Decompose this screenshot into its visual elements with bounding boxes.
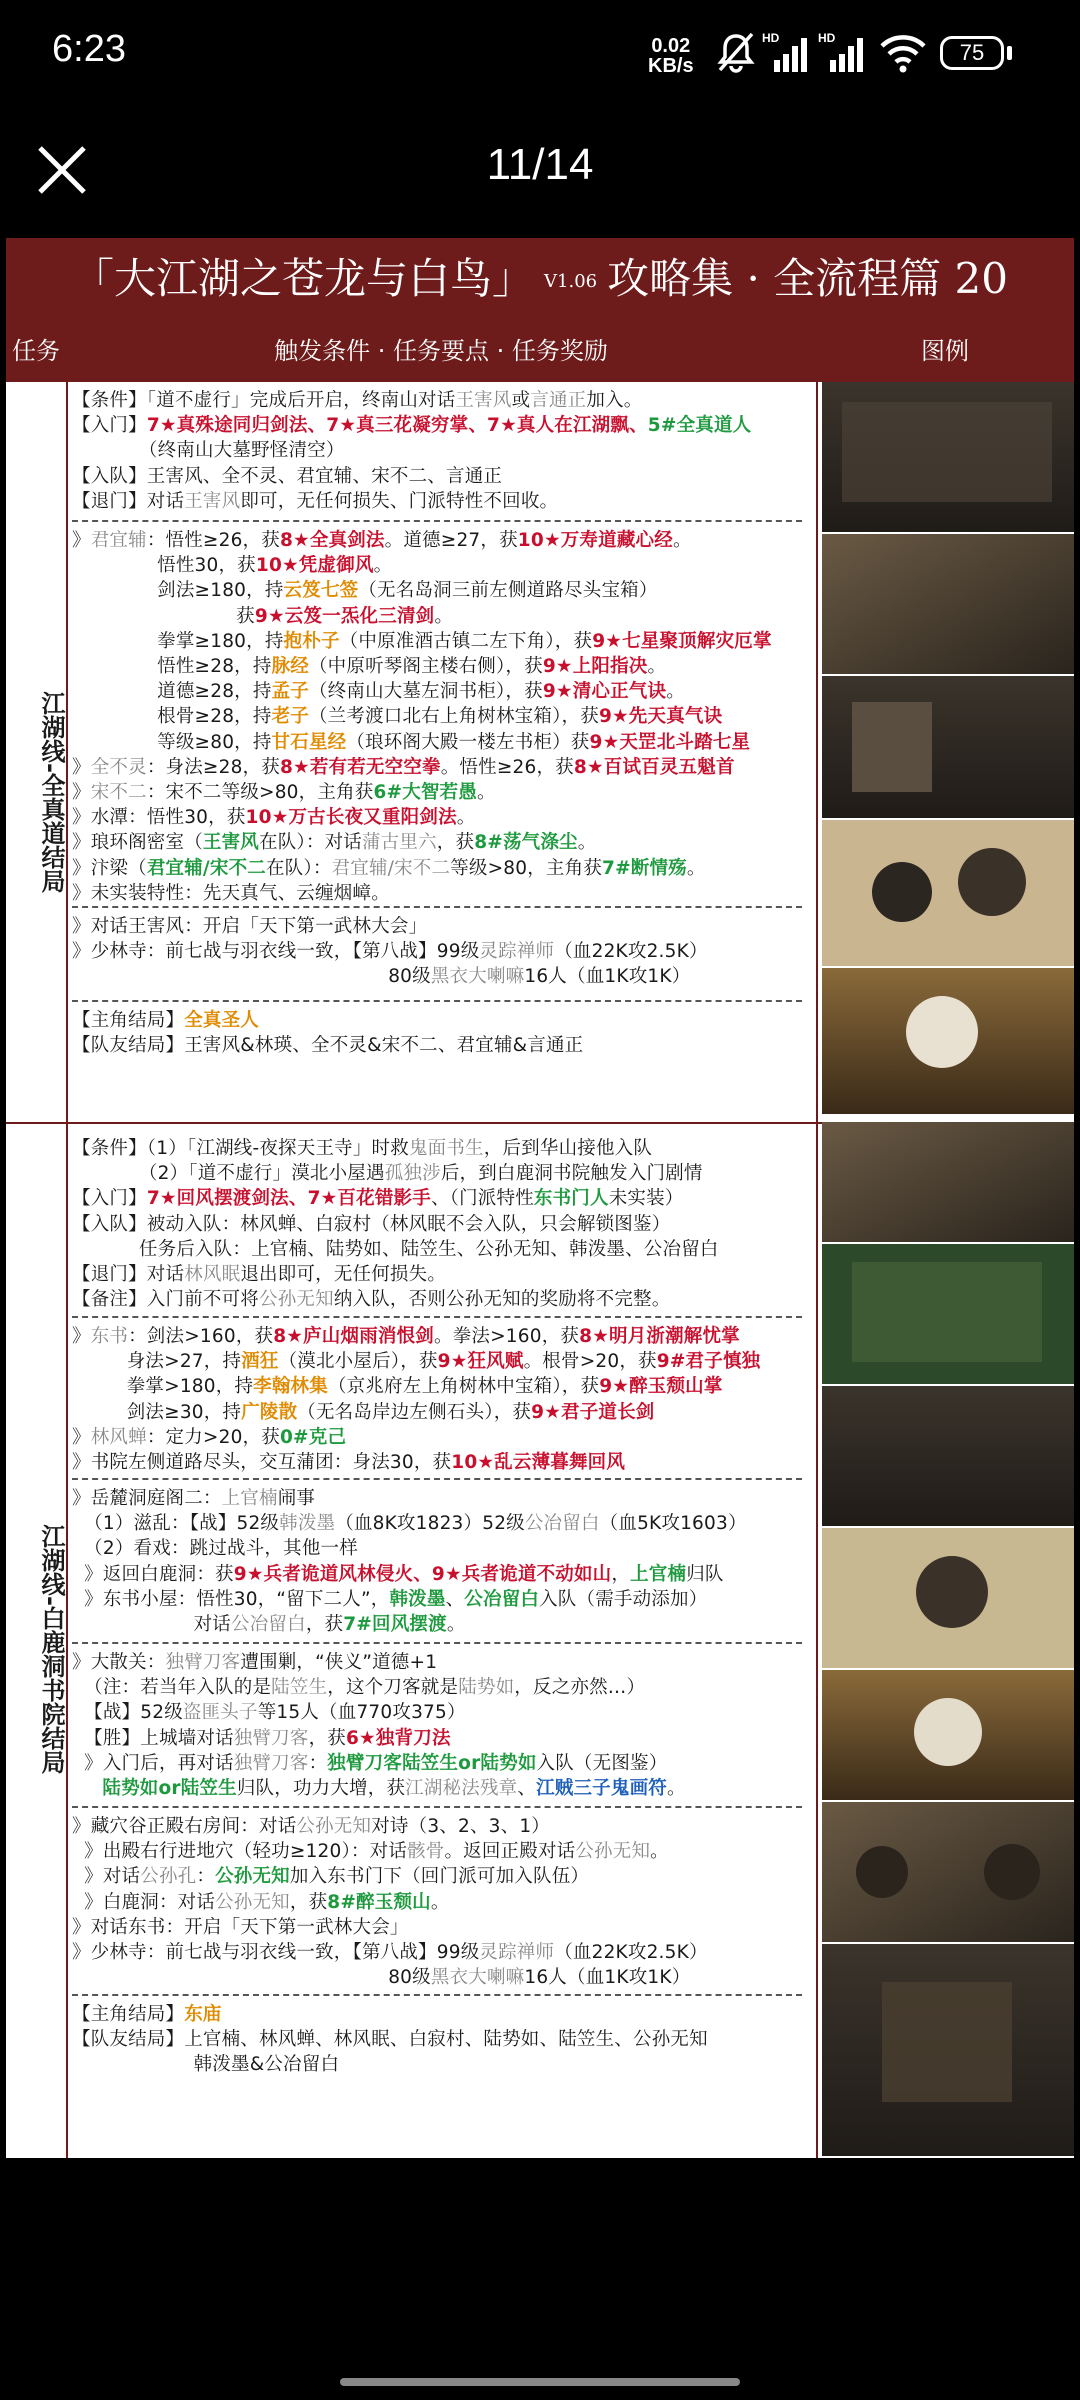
signal-2-icon <box>818 30 866 74</box>
task-label: 江湖线-白鹿洞书院结局 <box>37 1524 65 1774</box>
guide-line: 》藏穴谷正殿右房间：对话公孙无知对诗（3、2、3、1） <box>72 1816 551 1837</box>
guide-line: 【队友结局】上官楠、林风蝉、林风眠、白寂村、陆势如、陆笠生、公孙无知 <box>72 2029 708 2051</box>
header-image: 图例 <box>921 337 969 365</box>
guide-line: 【战】52级盗匪头子等15人（血770攻375） <box>72 1702 466 1724</box>
dashed-divider <box>72 1478 802 1480</box>
section2-yuelu <box>72 1486 747 1637</box>
svg-text:HD: HD <box>818 31 836 45</box>
mute-bell-icon <box>714 30 758 74</box>
guide-line: （2）看戏：跳过战斗，其他一样 <box>72 1538 358 1560</box>
screenshots-column <box>822 382 1074 2156</box>
battery-tip <box>1007 46 1012 60</box>
guide-line: 》少林寺：前七战与羽衣线一致，【第八战】99级灵踪禅师（血22K攻2.5K） <box>72 1942 708 1964</box>
page-indicator: 11/14 <box>486 140 594 189</box>
guide-line: 》水潭：悟性30，获10★万古长夜又重阳剑法。 <box>72 807 476 829</box>
header-task: 任务 <box>12 337 60 365</box>
guide-line: 》未实装特性：先天真气、云缠烟嶂。 <box>72 882 390 904</box>
section2-rewards <box>72 1324 760 1475</box>
viewer-top-bar <box>0 110 1080 230</box>
guide-line: 拳掌≥180，持抱朴子（中原准酒古镇二左下角），获9★七星聚顶解灾厄掌 <box>72 630 772 652</box>
header-conditions: 触发条件 · 任务要点 · 任务奖励 <box>274 337 608 365</box>
guide-line: 80级黑衣大喇嘛16人（血1K攻1K） <box>72 1967 691 1989</box>
guide-line: 》林风蝉：定力>20，获0#克己 <box>72 1426 347 1448</box>
dashed-divider <box>72 1994 802 1996</box>
guide-line: 对话公冶留白，获7#回风摆渡。 <box>72 1614 466 1636</box>
guide-line: 【主角结局】全真圣人 <box>72 1010 260 1031</box>
status-bar <box>0 0 1080 110</box>
guide-line: 悟性≥28，持脉经（中原听琴阁主楼右侧），获9★上阳指决。 <box>72 656 667 678</box>
guide-line: 陆势如or陆笠生归队，功力大增，获江湖秘法残章、江贼三子鬼画符。 <box>102 1778 686 1800</box>
guide-line: 【入门】7★回风摆渡剑法、7★百花错影手、（门派特性东书门人未实装） <box>72 1188 684 1210</box>
guide-line: 【队友结局】王害风&林瑛、全不灵&宋不二、君宜辅&言通正 <box>72 1035 584 1057</box>
title-sub: 攻略集 · 全流程篇 20 <box>607 254 1008 303</box>
guide-line: 根骨≥28，持老子（兰考渡口北右上角树林宝箱），获9★先天真气诀 <box>72 706 723 728</box>
guide-line: （2）「道不虚行」漠北小屋遇孤独涉后，到白鹿洞书院触发入门剧情 <box>72 1163 703 1185</box>
guide-line: 任务后入队：上官楠、陆势如、陆笠生、公孙无知、韩泼墨、公冶留白 <box>72 1238 719 1260</box>
title-main: 「大江湖之苍龙与白鸟」 <box>72 254 535 303</box>
guide-line: 剑法≥30，持广陵散（无名岛岸边左侧石头），获9★君子道长剑 <box>72 1401 655 1423</box>
guide-line: 【入门】7★真殊途同归剑法、7★真三花凝穷掌、7★真人在江湖飘、5#全真道人 <box>72 415 752 437</box>
guide-line: 【入队】王害风、全不灵、君宜辅、宋不二、言通正 <box>72 465 503 487</box>
guide-line: 》岳麓洞庭阁二：上官楠闹事 <box>72 1488 316 1509</box>
guide-line: 等级≥80，持甘石星经（琅环阁大殿一楼左书柜）获9★天罡北斗踏七星 <box>72 731 751 753</box>
dashed-divider <box>72 906 802 908</box>
guide-image[interactable] <box>6 238 1074 2158</box>
guide-line: 》对话东书：开启「天下第一武林大会」 <box>72 1916 409 1938</box>
guide-line: 80级黑衣大喇嘛16人（血1K攻1K） <box>72 966 691 988</box>
guide-line: 获9★云笈一炁化三清剑。 <box>72 605 454 627</box>
section1-rewards <box>72 528 772 906</box>
guide-line: 道德≥28，持孟子（终南山大墓左洞书柜），获9★清心正气诀。 <box>72 681 685 703</box>
guide-line: 》宋不二：宋不二等级>80，主角获6#大智若愚。 <box>72 782 496 804</box>
guide-line: （注：若当年入队的是陆笠生，这个刀客就是陆势如，反之亦然…） <box>72 1677 646 1699</box>
task-label: 江湖线-全真道结局 <box>37 691 65 893</box>
guide-line: （1）滋乱：【战】52级韩泼墨（血8K攻1823）52级公冶留白（血5K攻1603） <box>72 1513 747 1535</box>
guide-line: 》书院左侧道路尽头，交互蒲团：身法30，获10★乱云薄暮舞回风 <box>72 1452 626 1474</box>
section2-conditions <box>72 1136 719 1312</box>
title-version: V1.06 <box>544 271 598 292</box>
section2-dasanguan <box>72 1650 686 1801</box>
clock: 6:23 <box>52 28 126 70</box>
guide-line: 剑法≥180，持云笈七签（无名岛洞三前左侧道路尽头宝箱） <box>72 580 658 602</box>
guide-line: 》君宜辅：悟性≥26，获8★全真剑法。道德≥27，获10★万寿道藏心经。 <box>72 530 692 551</box>
guide-line: 》返回白鹿洞：获9★兵者诡道风林侵火、9★兵者诡道不动如山，上官楠归队 <box>72 1563 724 1585</box>
guide-line: 【主角结局】东庙 <box>72 2004 222 2025</box>
section2-cangxue <box>72 1814 708 1990</box>
guide-title <box>6 238 1074 320</box>
guide-line: 【胜】上城墙对话独臂刀客，获6★独背刀法 <box>72 1727 451 1749</box>
guide-line: 身法>27，持酒狂（漠北小屋后），获9★狂风赋。根骨>20，获9#君子慎独 <box>72 1351 761 1373</box>
game-screenshots <box>822 382 1074 2156</box>
wifi-icon <box>878 30 928 74</box>
signal-1-icon <box>762 30 810 74</box>
guide-line: 》对话公孙孔：公孙无知加入东书门下（回门派可加入队伍） <box>72 1866 590 1888</box>
dashed-divider <box>72 1806 802 1808</box>
guide-line: （终南山大墓野怪清空） <box>72 440 345 462</box>
table-header <box>6 320 1074 382</box>
guide-line: 悟性30，获10★凭虚御风。 <box>72 555 393 577</box>
guide-line: 》东书：剑法>160，获8★庐山烟雨消恨剑。拳法>160，获8★明月浙潮解忧掌 <box>72 1326 740 1347</box>
guide-line: 【退门】对话王害风即可，无任何损失、门派特性不回收。 <box>72 490 559 512</box>
section1-ending <box>72 1008 583 1058</box>
guide-line: 》对话王害风：开启「天下第一武林大会」 <box>72 916 428 937</box>
guide-line: 【退门】对话林风眠退出即可，无任何损失。 <box>72 1264 447 1286</box>
guide-line: 》入门后，再对话独臂刀客：独臂刀客陆笠生or陆势如入队（无图鉴） <box>72 1752 668 1774</box>
guide-line: 韩泼墨&公冶留白 <box>72 2054 340 2076</box>
guide-line: 》大散关：独臂刀客遭围剿，“侠义”道德+1 <box>72 1652 438 1673</box>
guide-line: 拳掌>180，持李翰林集（京兆府左上角树林中宝箱），获9★醉玉颓山掌 <box>72 1376 723 1398</box>
svg-text:HD: HD <box>762 31 780 45</box>
guide-line: 》琅环阁密室（王害风在队）：对话蒲古里六，获8#荡气涤尘。 <box>72 832 597 854</box>
section1-finale <box>72 914 708 990</box>
guide-line: 》全不灵：身法≥28，获8★若有若无空空拳。悟性≥26，获8★百试百灵五魁首 <box>72 756 735 778</box>
net-speed-value: 0.02 <box>651 35 691 57</box>
dashed-divider <box>72 1000 802 1002</box>
guide-line: 》汴梁（君宜辅/宋不二在队）：君宜辅/宋不二等级>80，主角获7#断情殇。 <box>72 857 706 879</box>
net-speed <box>648 36 694 76</box>
dashed-divider <box>72 1316 802 1318</box>
guide-line: 【入队】被动入队：林风蝉、白寂村（林风眠不会入队，只会解锁图鉴） <box>72 1213 671 1235</box>
dashed-divider <box>72 520 802 522</box>
guide-line: 》白鹿洞：对话公孙无知，获8#醉玉颓山。 <box>72 1891 450 1913</box>
guide-line: 【备注】入门前不可将公孙无知纳入队，否则公孙无知的奖励将不完整。 <box>72 1289 671 1311</box>
guide-line: 【条件】（1）「江湖线-夜探天王寺」时救鬼面书生，后到华山接他入队 <box>72 1138 653 1159</box>
net-speed-unit: KB/s <box>648 55 694 77</box>
guide-line: 【条件】「道不虚行」完成后开启，终南山对话王害风或言通正加入。 <box>72 390 643 411</box>
dashed-divider <box>72 1642 802 1644</box>
section2-ending <box>72 2002 708 2078</box>
battery-icon: 75 <box>940 36 1004 70</box>
section1-conditions <box>72 388 751 514</box>
guide-line: 》出殿右行进地穴（轻功≥120）：对话骸骨。返回正殿对话公孙无知。 <box>72 1841 669 1863</box>
home-indicator[interactable] <box>340 2378 740 2386</box>
guide-line: 》东书小屋：悟性30，“留下二人”，韩泼墨、公冶留白入队（需手动添加） <box>72 1588 708 1610</box>
guide-line: 》少林寺：前七战与羽衣线一致，【第八战】99级灵踪禅师（血22K攻2.5K） <box>72 941 708 963</box>
